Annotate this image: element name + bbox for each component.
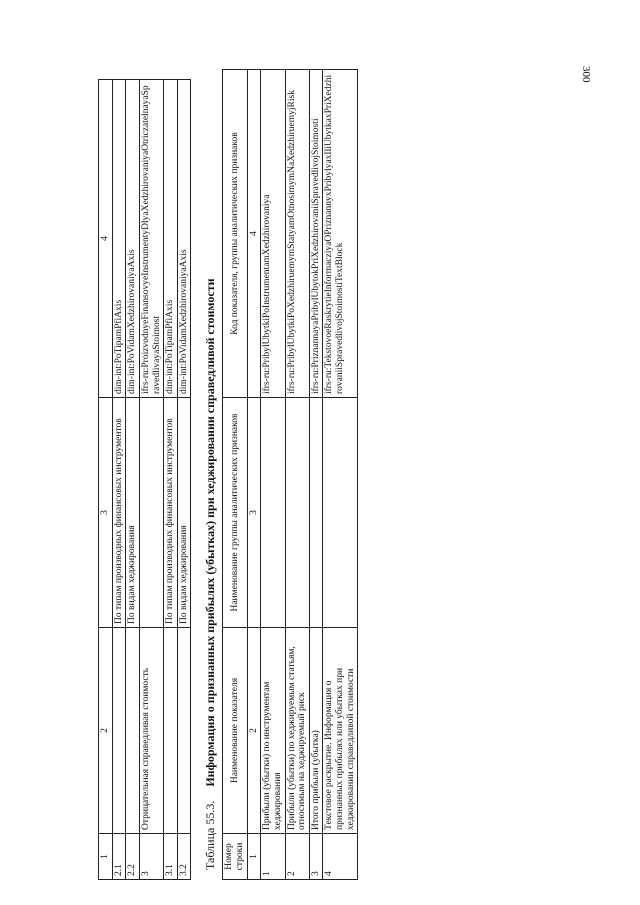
indicator-name: Текстовое раскрытие. Информация о признанных прибылях или убытках при хеджировании справедливой стоимости bbox=[323, 628, 358, 834]
row-number: 1 bbox=[261, 834, 285, 880]
column-header: Наименование показателя bbox=[223, 628, 247, 834]
indicator-code: ifrs-ru:PribylUbytkiPoInstrumentamXedzhirovaniya bbox=[261, 70, 285, 398]
group-name: По типам производных финансовых инструментов bbox=[112, 398, 126, 628]
table-row bbox=[285, 70, 309, 880]
column-number: 1 bbox=[99, 834, 113, 880]
column-number: 2 bbox=[247, 628, 261, 834]
header-row bbox=[223, 70, 247, 880]
column-header: Наименование группы аналитических признаков bbox=[223, 398, 247, 628]
group-name: По видам хеджирования bbox=[177, 398, 191, 628]
column-number: 2 bbox=[99, 628, 113, 834]
indicator-code: dim-int:PoVidamXedzhirovaniyaAxis bbox=[177, 80, 191, 398]
column-number-row bbox=[99, 80, 113, 880]
indicator-name bbox=[126, 628, 140, 834]
row-number: 2.2 bbox=[126, 834, 140, 880]
table-row bbox=[112, 80, 126, 880]
row-number: 3 bbox=[309, 834, 323, 880]
group-name bbox=[323, 398, 358, 628]
row-number: 3.2 bbox=[177, 834, 191, 880]
indicator-table-continued bbox=[98, 79, 191, 880]
group-name bbox=[309, 398, 323, 628]
row-number: 3 bbox=[139, 834, 163, 880]
indicator-name: Прибыли (убытки) по инструментам хеджирования bbox=[261, 628, 285, 834]
table-row bbox=[164, 80, 178, 880]
indicator-code: dim-int:PoTipamPfiAxis bbox=[112, 80, 126, 398]
group-name: По видам хеджирования bbox=[126, 398, 140, 628]
column-number: 4 bbox=[247, 70, 261, 398]
group-name bbox=[139, 398, 163, 628]
indicator-name bbox=[112, 628, 126, 834]
indicator-code: ifrs-ru:PriznannayaPribylUbytokPriXedzhirovaniiSpravedlivojStoimosti bbox=[309, 70, 323, 398]
column-number: 3 bbox=[99, 398, 113, 628]
page-number: 300 bbox=[580, 66, 592, 83]
column-number: 3 bbox=[247, 398, 261, 628]
indicator-code: ifrs-ru:TekstovoeRaskrytieInformacziyaOPriznannyxPribylyaxIliUbytkaxPriXedzhirovaniiSpravedlivojStoimostiTextBlock bbox=[323, 70, 358, 398]
indicator-name: Прибыли (убытки) по хеджируемым статьям, относимым на хеджируемый риск bbox=[285, 628, 309, 834]
table-row bbox=[309, 70, 323, 880]
table-row bbox=[261, 70, 285, 880]
indicator-name bbox=[164, 628, 178, 834]
column-number-row bbox=[247, 70, 261, 880]
column-header: Номер строки bbox=[223, 834, 247, 880]
row-number: 2.1 bbox=[112, 834, 126, 880]
group-name bbox=[285, 398, 309, 628]
rotated-content bbox=[98, 60, 358, 880]
indicator-name: Итого прибыли (убытка) bbox=[309, 628, 323, 834]
row-number: 3.1 bbox=[164, 834, 178, 880]
table-row bbox=[126, 80, 140, 880]
column-header: Код показателя, группы аналитических признаков bbox=[223, 70, 247, 398]
indicator-code: dim-int:PoTipamPfiAxis bbox=[164, 80, 178, 398]
group-name bbox=[261, 398, 285, 628]
indicator-code: dim-int:PoVidamXedzhirovaniyaAxis bbox=[126, 80, 140, 398]
indicator-name bbox=[177, 628, 191, 834]
indicator-code: ifrs-ru:PribylUbytkiPoXedzhiruemymStatyamOtnosimymNaXedzhiruemyjRisk bbox=[285, 70, 309, 398]
table-caption bbox=[203, 60, 218, 870]
indicator-code: ifrs-ru:ProizvodnyeFinansovyeInstrumentyDlyaXedzhirovaniyaOtriczatelnayaSpravedlivayaStoimost bbox=[139, 80, 163, 398]
row-number: 4 bbox=[323, 834, 358, 880]
indicator-name: Отрицательная справедливая стоимость bbox=[139, 628, 163, 834]
hedging-gains-table bbox=[222, 69, 358, 880]
table-caption-title: Информация о признанных прибылях (убытках) при хеджировании справедливой стоимости bbox=[203, 278, 218, 787]
table-row bbox=[323, 70, 358, 880]
row-number: 2 bbox=[285, 834, 309, 880]
table-row bbox=[139, 80, 163, 880]
group-name: По типам производных финансовых инструментов bbox=[164, 398, 178, 628]
table-row bbox=[177, 80, 191, 880]
column-number: 1 bbox=[247, 834, 261, 880]
table-caption-number: Таблица 55.3. bbox=[203, 800, 218, 870]
column-number: 4 bbox=[99, 80, 113, 398]
